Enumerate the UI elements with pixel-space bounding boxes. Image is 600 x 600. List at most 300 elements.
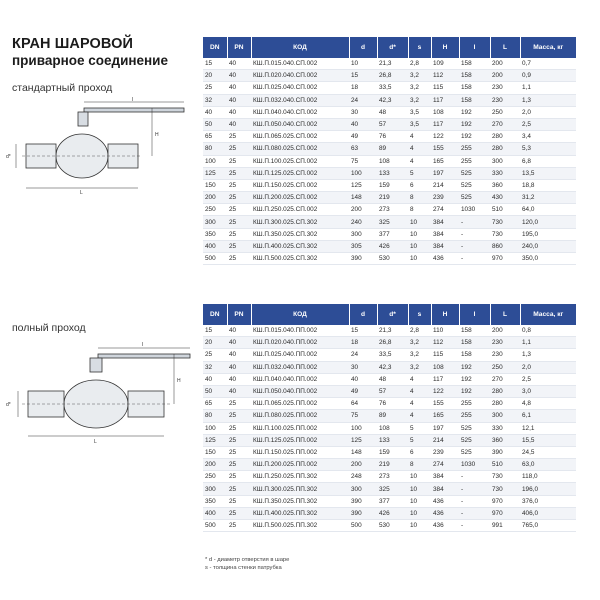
table-cell: КШ.П.350.025.СП.302 xyxy=(251,228,349,240)
table-cell: КШ.П.250.025.СП.002 xyxy=(251,204,349,216)
table-row xyxy=(203,167,576,179)
table-cell: 20 xyxy=(203,337,227,349)
table-cell: 192 xyxy=(459,118,490,130)
table-cell: 80 xyxy=(203,410,227,422)
table-cell: КШ.П.020.040.СП.002 xyxy=(251,70,349,82)
table-cell: 25 xyxy=(227,434,251,446)
table-cell: 148 xyxy=(349,192,377,204)
table-cell: 250 xyxy=(203,204,227,216)
table-cell: 122 xyxy=(431,131,459,143)
table-cell: 2,0 xyxy=(520,106,576,118)
table-cell: 195,0 xyxy=(520,228,576,240)
table-row xyxy=(203,216,576,228)
table-cell: 120,0 xyxy=(520,216,576,228)
table-cell: 48 xyxy=(377,373,408,385)
table-row xyxy=(203,70,576,82)
table-cell: КШ.П.125.025.СП.002 xyxy=(251,167,349,179)
table-cell: 24 xyxy=(349,349,377,361)
table-cell: 192 xyxy=(459,361,490,373)
table-cell: 970 xyxy=(490,507,520,519)
table-cell: - xyxy=(459,520,490,532)
table-cell: 510 xyxy=(490,459,520,471)
table-row xyxy=(203,106,576,118)
table-cell: 197 xyxy=(431,422,459,434)
table-cell: 1,1 xyxy=(520,337,576,349)
column-header: DN xyxy=(203,37,227,58)
table-cell: 25 xyxy=(227,253,251,265)
table-row xyxy=(203,471,576,483)
table-cell: 300 xyxy=(490,410,520,422)
table-cell: 4 xyxy=(408,385,431,397)
table-cell: 5 xyxy=(408,422,431,434)
table-cell: 0,7 xyxy=(520,58,576,70)
table-cell: 8 xyxy=(408,204,431,216)
table-cell: 122 xyxy=(431,385,459,397)
table-cell: 730 xyxy=(490,471,520,483)
table-cell: 25 xyxy=(203,82,227,94)
table-cell: 57 xyxy=(377,118,408,130)
table-row xyxy=(203,240,576,252)
table-row xyxy=(203,385,576,397)
table-cell: 165 xyxy=(431,410,459,422)
table-cell: 3,2 xyxy=(408,337,431,349)
table-cell: 525 xyxy=(459,179,490,191)
table-cell: 42,3 xyxy=(377,94,408,106)
table-cell: 300 xyxy=(203,483,227,495)
table-cell: 300 xyxy=(349,228,377,240)
dim-label-h: H xyxy=(155,132,159,138)
table-cell: 155 xyxy=(431,398,459,410)
table-cell: 250 xyxy=(490,106,520,118)
table-cell: 112 xyxy=(431,70,459,82)
table-cell: 200 xyxy=(203,192,227,204)
table-cell: 158 xyxy=(459,94,490,106)
spec-table-standard xyxy=(203,37,576,265)
table-cell: 0,8 xyxy=(520,325,576,337)
table-cell: 3,2 xyxy=(408,94,431,106)
table-cell: 214 xyxy=(431,179,459,191)
table-cell: 426 xyxy=(377,507,408,519)
table-cell: 63,0 xyxy=(520,459,576,471)
table-cell: 40 xyxy=(227,82,251,94)
table-cell: 214 xyxy=(431,434,459,446)
table-cell: 25 xyxy=(227,483,251,495)
table-cell: КШ.П.065.025.ПП.002 xyxy=(251,398,349,410)
table-cell: 300 xyxy=(349,483,377,495)
table-cell: 1030 xyxy=(459,459,490,471)
table-cell: 390 xyxy=(490,446,520,458)
table-cell: 192 xyxy=(459,131,490,143)
table-cell: 15 xyxy=(349,325,377,337)
column-header: PN xyxy=(227,37,251,58)
table-cell: 4 xyxy=(408,398,431,410)
table-cell: 6 xyxy=(408,446,431,458)
table-cell: 125 xyxy=(349,434,377,446)
table-cell: 65 xyxy=(203,131,227,143)
table-cell: 40 xyxy=(349,118,377,130)
table-cell: 325 xyxy=(377,216,408,228)
dim-label-i: I xyxy=(132,97,134,103)
table-cell: 80 xyxy=(203,143,227,155)
table-cell: 12,1 xyxy=(520,422,576,434)
table-cell: 158 xyxy=(459,325,490,337)
table-cell: 40 xyxy=(227,385,251,397)
table-cell: 64,0 xyxy=(520,204,576,216)
table-cell: 25 xyxy=(227,446,251,458)
table-cell: 63 xyxy=(349,143,377,155)
table-cell: 10 xyxy=(408,253,431,265)
table-cell: КШ.П.100.025.СП.002 xyxy=(251,155,349,167)
table-cell: 24,5 xyxy=(520,446,576,458)
table-cell: 5 xyxy=(408,434,431,446)
pipe-left xyxy=(26,144,56,168)
table-cell: 133 xyxy=(377,434,408,446)
spec-table-full xyxy=(203,304,576,532)
section-label-full: полный проход xyxy=(12,322,86,334)
column-header: I xyxy=(459,37,490,58)
table-cell: 390 xyxy=(349,507,377,519)
table-cell: 10 xyxy=(408,216,431,228)
table-cell: 13,5 xyxy=(520,167,576,179)
table-cell: 25 xyxy=(227,495,251,507)
table-cell: 3,2 xyxy=(408,349,431,361)
table-cell: 50 xyxy=(203,385,227,397)
table-cell: 150 xyxy=(203,179,227,191)
table-cell: 108 xyxy=(377,422,408,434)
table-cell: 24 xyxy=(349,94,377,106)
table-cell: 25 xyxy=(227,204,251,216)
table-cell: КШ.П.020.040.ПП.002 xyxy=(251,337,349,349)
table-cell: 200 xyxy=(349,459,377,471)
table-cell: 377 xyxy=(377,495,408,507)
table-cell: 406,0 xyxy=(520,507,576,519)
table-cell: КШ.П.032.040.ПП.002 xyxy=(251,361,349,373)
column-header: Масса, кг xyxy=(520,37,576,58)
table-cell: 117 xyxy=(431,373,459,385)
column-header: L xyxy=(490,37,520,58)
column-header: s xyxy=(408,37,431,58)
table-cell: 76 xyxy=(377,398,408,410)
table-cell: 25 xyxy=(227,155,251,167)
table-cell: 40 xyxy=(349,373,377,385)
dim-label-h: H xyxy=(177,378,181,384)
table-cell: 255 xyxy=(459,143,490,155)
table-cell: 18 xyxy=(349,337,377,349)
table-cell: 1,3 xyxy=(520,349,576,361)
table-cell: 3,5 xyxy=(408,106,431,118)
table-cell: 8 xyxy=(408,192,431,204)
table-row xyxy=(203,361,576,373)
table-cell: 430 xyxy=(490,192,520,204)
table-row xyxy=(203,349,576,361)
table-cell: 10 xyxy=(408,483,431,495)
table-cell: 30 xyxy=(349,106,377,118)
table-cell: КШ.П.080.025.ПП.002 xyxy=(251,410,349,422)
footnotes xyxy=(205,556,289,572)
table-cell: 390 xyxy=(349,253,377,265)
table-cell: 230 xyxy=(490,349,520,361)
table-cell: 436 xyxy=(431,495,459,507)
table-cell: 108 xyxy=(431,106,459,118)
table-cell: 40 xyxy=(227,349,251,361)
table-cell: 970 xyxy=(490,253,520,265)
table-cell: КШ.П.500.025.ПП.302 xyxy=(251,520,349,532)
table-cell: 108 xyxy=(377,155,408,167)
table-cell: 100 xyxy=(349,422,377,434)
table-cell: 3,2 xyxy=(408,70,431,82)
table-cell: 30 xyxy=(349,361,377,373)
table-row xyxy=(203,155,576,167)
footnote-s: s - толщина стенки патрубка xyxy=(205,565,282,571)
table-cell: 4 xyxy=(408,131,431,143)
valve-stem xyxy=(90,358,102,372)
table-cell: 115 xyxy=(431,349,459,361)
table-cell: 40 xyxy=(227,325,251,337)
table-row xyxy=(203,143,576,155)
table-cell: 89 xyxy=(377,410,408,422)
table-cell: 40 xyxy=(203,106,227,118)
footnote-d: * d - диаметр отверстия в шаре xyxy=(205,557,290,563)
dim-label-d: d* xyxy=(6,154,11,160)
table-cell: 255 xyxy=(459,410,490,422)
table-cell: 525 xyxy=(459,422,490,434)
column-header: КОД xyxy=(251,37,349,58)
table-cell: 2,5 xyxy=(520,118,576,130)
table-cell: - xyxy=(459,495,490,507)
table-cell: 158 xyxy=(459,82,490,94)
table-cell: 2,0 xyxy=(520,361,576,373)
table-cell: 50 xyxy=(203,118,227,130)
table-cell: 4,8 xyxy=(520,398,576,410)
table-cell: 384 xyxy=(431,240,459,252)
table-cell: 200 xyxy=(490,58,520,70)
table-cell: 26,8 xyxy=(377,70,408,82)
table-cell: 40 xyxy=(203,373,227,385)
table-cell: 49 xyxy=(349,385,377,397)
column-header: H xyxy=(431,304,459,325)
table-cell: 20 xyxy=(203,70,227,82)
table-row xyxy=(203,228,576,240)
column-header: d xyxy=(349,304,377,325)
table-cell: 192 xyxy=(459,385,490,397)
table-cell: 110 xyxy=(431,325,459,337)
column-header: Масса, кг xyxy=(520,304,576,325)
table-cell: 255 xyxy=(459,155,490,167)
table-cell: 377 xyxy=(377,228,408,240)
table-cell: 730 xyxy=(490,216,520,228)
table-cell: 991 xyxy=(490,520,520,532)
table-cell: 510 xyxy=(490,204,520,216)
table-cell: 65 xyxy=(203,398,227,410)
valve-diagram-full xyxy=(2,336,200,446)
table-cell: 860 xyxy=(490,240,520,252)
table-cell: 4 xyxy=(408,410,431,422)
table-cell: КШ.П.350.025.ПП.302 xyxy=(251,495,349,507)
table-cell: 40 xyxy=(227,118,251,130)
table-cell: 76 xyxy=(377,131,408,143)
page-title: КРАН ШАРОВОЙ xyxy=(12,36,134,52)
table-cell: 500 xyxy=(203,253,227,265)
table-cell: 239 xyxy=(431,446,459,458)
table-cell: 3,2 xyxy=(408,82,431,94)
valve-diagram-standard xyxy=(2,96,200,206)
table-cell: КШ.П.400.025.ПП.302 xyxy=(251,507,349,519)
table-row xyxy=(203,58,576,70)
table-cell: 100 xyxy=(349,167,377,179)
table-cell: 25 xyxy=(227,192,251,204)
table-cell: 159 xyxy=(377,446,408,458)
table-cell: - xyxy=(459,240,490,252)
table-cell: 32 xyxy=(203,94,227,106)
table-cell: 436 xyxy=(431,507,459,519)
column-header: H xyxy=(431,37,459,58)
table-cell: 250 xyxy=(490,361,520,373)
table-row xyxy=(203,179,576,191)
table-cell: 10 xyxy=(408,228,431,240)
table-cell: 280 xyxy=(490,143,520,155)
table-cell: 390 xyxy=(349,495,377,507)
table-cell: 500 xyxy=(349,520,377,532)
column-header: КОД xyxy=(251,304,349,325)
table-cell: КШ.П.150.025.СП.002 xyxy=(251,179,349,191)
table-cell: 31,2 xyxy=(520,192,576,204)
table-cell: 384 xyxy=(431,216,459,228)
table-cell: 240,0 xyxy=(520,240,576,252)
table-cell: - xyxy=(459,216,490,228)
table-cell: 2,8 xyxy=(408,325,431,337)
table-cell: 300 xyxy=(490,155,520,167)
table-cell: - xyxy=(459,253,490,265)
table-cell: КШ.П.065.025.СП.002 xyxy=(251,131,349,143)
table-cell: КШ.П.500.025.СП.302 xyxy=(251,253,349,265)
table-cell: 384 xyxy=(431,471,459,483)
valve-stem xyxy=(78,112,88,126)
table-cell: 274 xyxy=(431,459,459,471)
table-cell: 125 xyxy=(349,179,377,191)
table-row xyxy=(203,459,576,471)
table-cell: 64 xyxy=(349,398,377,410)
table-row xyxy=(203,483,576,495)
table-cell: 219 xyxy=(377,459,408,471)
table-cell: 10 xyxy=(408,507,431,519)
table-cell: 273 xyxy=(377,471,408,483)
table-cell: 25 xyxy=(227,459,251,471)
table-cell: 25 xyxy=(227,422,251,434)
table-row xyxy=(203,446,576,458)
table-cell: 330 xyxy=(490,167,520,179)
table-cell: 300 xyxy=(203,216,227,228)
column-header: DN xyxy=(203,304,227,325)
column-header: I xyxy=(459,304,490,325)
table-header-row xyxy=(203,304,576,325)
table-cell: 6,8 xyxy=(520,155,576,167)
table-cell: КШ.П.040.040.ПП.002 xyxy=(251,373,349,385)
table-cell: 305 xyxy=(349,240,377,252)
table-cell: 426 xyxy=(377,240,408,252)
table-cell: 25 xyxy=(227,520,251,532)
table-cell: 125 xyxy=(203,167,227,179)
table-cell: 25 xyxy=(227,240,251,252)
table-cell: 280 xyxy=(490,398,520,410)
table-cell: 100 xyxy=(203,155,227,167)
table-cell: 196,0 xyxy=(520,483,576,495)
table-cell: 133 xyxy=(377,167,408,179)
table-cell: КШ.П.250.025.ПП.302 xyxy=(251,471,349,483)
table-cell: 8 xyxy=(408,459,431,471)
table-cell: 325 xyxy=(377,483,408,495)
table-cell: 350,0 xyxy=(520,253,576,265)
table-cell: 25 xyxy=(227,228,251,240)
table-cell: 48 xyxy=(377,106,408,118)
table-cell: 436 xyxy=(431,253,459,265)
table-cell: 4 xyxy=(408,373,431,385)
table-cell: 525 xyxy=(459,446,490,458)
table-cell: КШ.П.150.025.ПП.002 xyxy=(251,446,349,458)
table-cell: 0,9 xyxy=(520,70,576,82)
table-cell: 970 xyxy=(490,495,520,507)
table-cell: КШ.П.400.025.СП.302 xyxy=(251,240,349,252)
table-cell: 42,3 xyxy=(377,361,408,373)
table-row xyxy=(203,337,576,349)
table-cell: 40 xyxy=(227,94,251,106)
table-cell: 6 xyxy=(408,179,431,191)
table-cell: 730 xyxy=(490,483,520,495)
table-cell: 384 xyxy=(431,483,459,495)
table-cell: КШ.П.080.025.СП.002 xyxy=(251,143,349,155)
table-header-row xyxy=(203,37,576,58)
table-cell: 75 xyxy=(349,410,377,422)
table-cell: 197 xyxy=(431,167,459,179)
column-header: s xyxy=(408,304,431,325)
table-cell: 270 xyxy=(490,118,520,130)
table-row xyxy=(203,507,576,519)
table-cell: 15 xyxy=(203,58,227,70)
table-cell: 75 xyxy=(349,155,377,167)
table-cell: 384 xyxy=(431,228,459,240)
table-cell: 158 xyxy=(459,70,490,82)
table-cell: 21,3 xyxy=(377,58,408,70)
table-cell: 25 xyxy=(227,179,251,191)
table-cell: 525 xyxy=(459,192,490,204)
valve-handle xyxy=(98,354,190,358)
table-cell: КШ.П.100.025.ПП.002 xyxy=(251,422,349,434)
table-cell: 40 xyxy=(227,70,251,82)
table-cell: 25 xyxy=(227,216,251,228)
table-cell: КШ.П.032.040.СП.002 xyxy=(251,94,349,106)
table-cell: 10 xyxy=(408,495,431,507)
table-cell: 192 xyxy=(459,106,490,118)
table-cell: 280 xyxy=(490,385,520,397)
dim-label-l: L xyxy=(94,439,97,445)
table-cell: 25 xyxy=(227,410,251,422)
table-row xyxy=(203,131,576,143)
table-cell: КШ.П.200.025.ПП.002 xyxy=(251,459,349,471)
table-cell: - xyxy=(459,228,490,240)
table-cell: КШ.П.040.040.СП.002 xyxy=(251,106,349,118)
table-cell: 230 xyxy=(490,94,520,106)
table-cell: 109 xyxy=(431,58,459,70)
table-cell: 25 xyxy=(227,507,251,519)
table-cell: 248 xyxy=(349,471,377,483)
table-cell: 25 xyxy=(227,167,251,179)
table-cell: 117 xyxy=(431,94,459,106)
table-cell: 18,8 xyxy=(520,179,576,191)
table-row xyxy=(203,118,576,130)
table-cell: 15 xyxy=(349,70,377,82)
table-cell: 350 xyxy=(203,228,227,240)
table-cell: КШ.П.050.040.СП.002 xyxy=(251,118,349,130)
table-cell: 3,2 xyxy=(408,361,431,373)
